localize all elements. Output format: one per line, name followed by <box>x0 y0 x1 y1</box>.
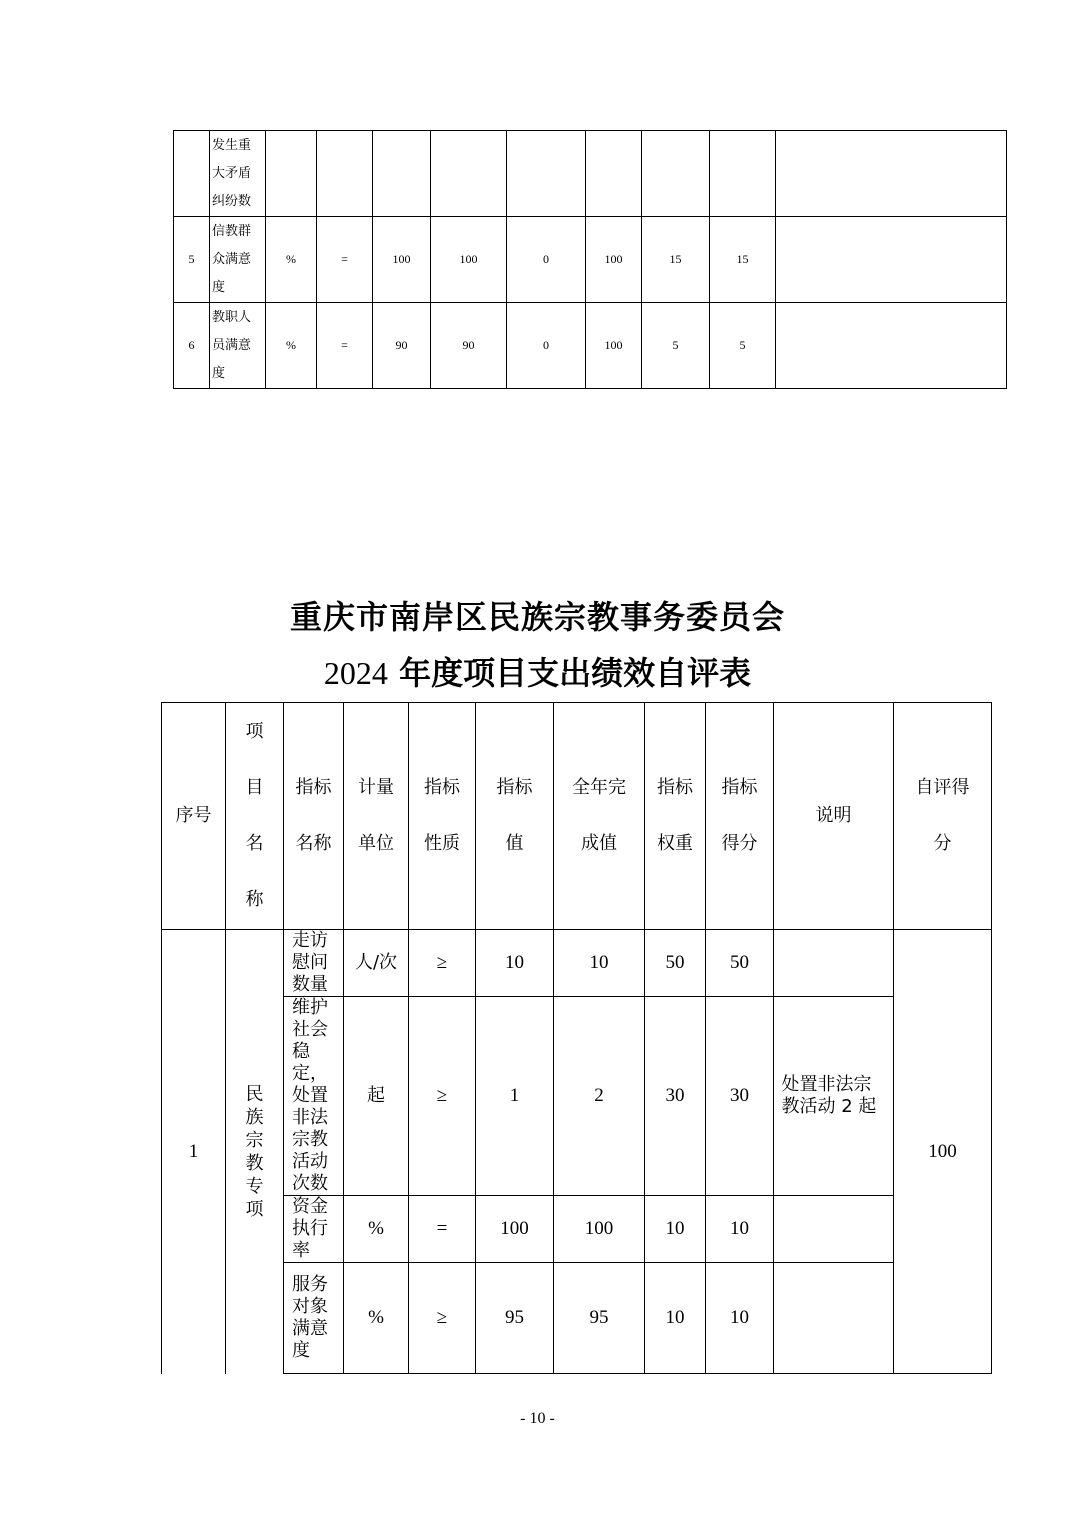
cell-score: 50 <box>706 930 774 997</box>
cell-target <box>373 131 431 217</box>
cell-note: 处置非法宗教活动 2 起 <box>774 997 894 1196</box>
header-project-name: 项目名称 <box>226 703 284 930</box>
cell-indicator-name: 维护社会稳定，处置非法宗教活动次数 <box>284 997 344 1196</box>
cell-nature: ≥ <box>409 1263 476 1374</box>
header-note: 说明 <box>774 703 894 930</box>
cell-rate: 100 <box>586 303 642 389</box>
cell-nature: = <box>317 217 373 303</box>
cell-actual: 10 <box>554 930 645 997</box>
cell-row-no: 1 <box>162 930 226 1374</box>
title-year: 2024 <box>323 655 388 691</box>
page-title: 重庆市南岸区民族宗教事务委员会 <box>289 598 785 636</box>
cell-project-name: 民族宗教专项 <box>226 930 284 1374</box>
cell-indicator-name: 走访慰问数量 <box>284 930 344 997</box>
cell-indicator-name: 信教群众满意度 <box>210 217 266 303</box>
cell-unit: % <box>266 303 317 389</box>
cell-score: 10 <box>706 1263 774 1374</box>
cell-weight: 5 <box>642 303 710 389</box>
continued-indicator-table <box>173 130 1007 389</box>
cell-nature: = <box>317 303 373 389</box>
header-unit: 计量单位 <box>344 703 409 930</box>
cell-unit <box>266 131 317 217</box>
cell-nature: ≥ <box>409 997 476 1196</box>
cell-weight: 15 <box>642 217 710 303</box>
page-number: - 10 - <box>520 1410 555 1427</box>
table-row <box>162 1196 992 1263</box>
cell-nature: = <box>409 1196 476 1263</box>
header-indicator-name: 指标名称 <box>284 703 344 930</box>
cell-note <box>774 1196 894 1263</box>
cell-actual: 90 <box>431 303 507 389</box>
table-row <box>162 997 992 1196</box>
cell-score: 30 <box>706 997 774 1196</box>
cell-indicator-name: 服务对象满意度 <box>284 1263 344 1374</box>
cell-weight <box>642 131 710 217</box>
cell-score: 15 <box>710 217 776 303</box>
cell-note <box>776 131 1007 217</box>
table-row <box>162 1263 992 1374</box>
header-nature: 指标性质 <box>409 703 476 930</box>
cell-unit: % <box>344 1196 409 1263</box>
header-weight: 指标权重 <box>645 703 706 930</box>
cell-unit: 人/次 <box>344 930 409 997</box>
header-actual: 全年完成值 <box>554 703 645 930</box>
cell-indicator-name: 发生重大矛盾纠纷数 <box>210 131 266 217</box>
cell-score: 5 <box>710 303 776 389</box>
cell-nature: ≥ <box>409 930 476 997</box>
cell-value: 100 <box>476 1196 554 1263</box>
header-no: 序号 <box>162 703 226 930</box>
header-score: 指标得分 <box>706 703 774 930</box>
title-rest: 年度项目支出绩效自评表 <box>399 654 752 692</box>
page-subtitle <box>0 648 1075 694</box>
header-self-score: 自评得分 <box>894 703 992 930</box>
table-row <box>174 303 1007 389</box>
cell-score <box>710 131 776 217</box>
cell-unit: % <box>266 217 317 303</box>
cell-no: 6 <box>174 303 210 389</box>
cell-deviation <box>507 131 586 217</box>
cell-unit: % <box>344 1263 409 1374</box>
cell-deviation: 0 <box>507 217 586 303</box>
header-value: 指标值 <box>476 703 554 930</box>
cell-note <box>776 217 1007 303</box>
header-row <box>162 703 992 930</box>
cell-rate: 100 <box>586 217 642 303</box>
cell-weight: 50 <box>645 930 706 997</box>
cell-indicator-name: 资金执行率 <box>284 1196 344 1263</box>
cell-rate <box>586 131 642 217</box>
cell-no <box>174 131 210 217</box>
cell-note <box>774 930 894 997</box>
table-row <box>174 217 1007 303</box>
table-row <box>162 930 992 997</box>
cell-actual: 100 <box>554 1196 645 1263</box>
cell-value: 10 <box>476 930 554 997</box>
cell-note <box>776 303 1007 389</box>
cell-no: 5 <box>174 217 210 303</box>
cell-weight: 30 <box>645 997 706 1196</box>
cell-actual: 100 <box>431 217 507 303</box>
cell-value: 95 <box>476 1263 554 1374</box>
cell-weight: 10 <box>645 1196 706 1263</box>
cell-indicator-name: 教职人员满意度 <box>210 303 266 389</box>
cell-target: 90 <box>373 303 431 389</box>
cell-self-score: 100 <box>894 930 992 1374</box>
cell-value: 1 <box>476 997 554 1196</box>
cell-score: 10 <box>706 1196 774 1263</box>
cell-target: 100 <box>373 217 431 303</box>
cell-actual <box>431 131 507 217</box>
cell-unit: 起 <box>344 997 409 1196</box>
cell-actual: 95 <box>554 1263 645 1374</box>
cell-deviation: 0 <box>507 303 586 389</box>
cell-actual: 2 <box>554 997 645 1196</box>
performance-self-eval-table <box>161 702 992 1374</box>
table-row <box>174 131 1007 217</box>
cell-note <box>774 1263 894 1374</box>
cell-nature <box>317 131 373 217</box>
cell-weight: 10 <box>645 1263 706 1374</box>
